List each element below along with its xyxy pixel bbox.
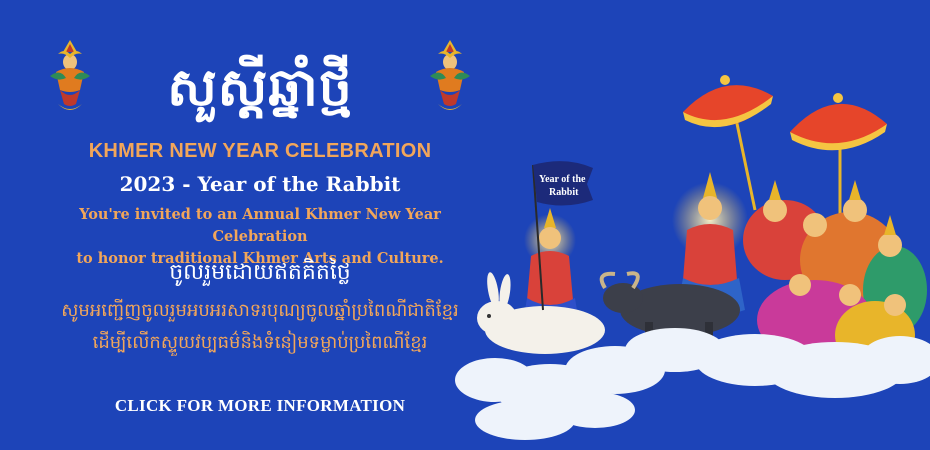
khmer-new-year-title: សួស្តីឆ្នាំថ្មី	[167, 58, 353, 118]
year-line: 2023 - Year of the Rabbit	[119, 172, 401, 196]
invitation-line-2: to honor traditional Khmer Arts and Culture.	[76, 250, 444, 267]
khmer-body-line-1: សូមអញ្ជើញចូលរួមអបអរសាទរបុណ្យចូលឆ្នាំប្រពៃណីជាតិខ្មែរ	[61, 300, 459, 321]
apsara-angel-left-icon	[46, 38, 94, 114]
procession-illustration	[455, 60, 930, 450]
khmer-body-line-2: ដើម្បីលើកស្ទួយវប្បធម៌និងទំនៀមទម្លាប់ប្រពៃណីខ្មែរ	[92, 332, 428, 353]
flag-text-line-2: Rabbit	[549, 187, 579, 198]
invitation-line-1: You're invited to an Annual Khmer New Year Celebration	[79, 206, 441, 245]
more-information-link[interactable]: CLICK FOR MORE INFORMATION	[114, 396, 406, 415]
event-title: KHMER NEW YEAR CELEBRATION	[88, 140, 432, 162]
flag-text-line-1: Year of the	[539, 174, 586, 185]
khmer-subtitle: ចូលរួមដោយឥតគិតថ្លៃ	[169, 260, 351, 285]
